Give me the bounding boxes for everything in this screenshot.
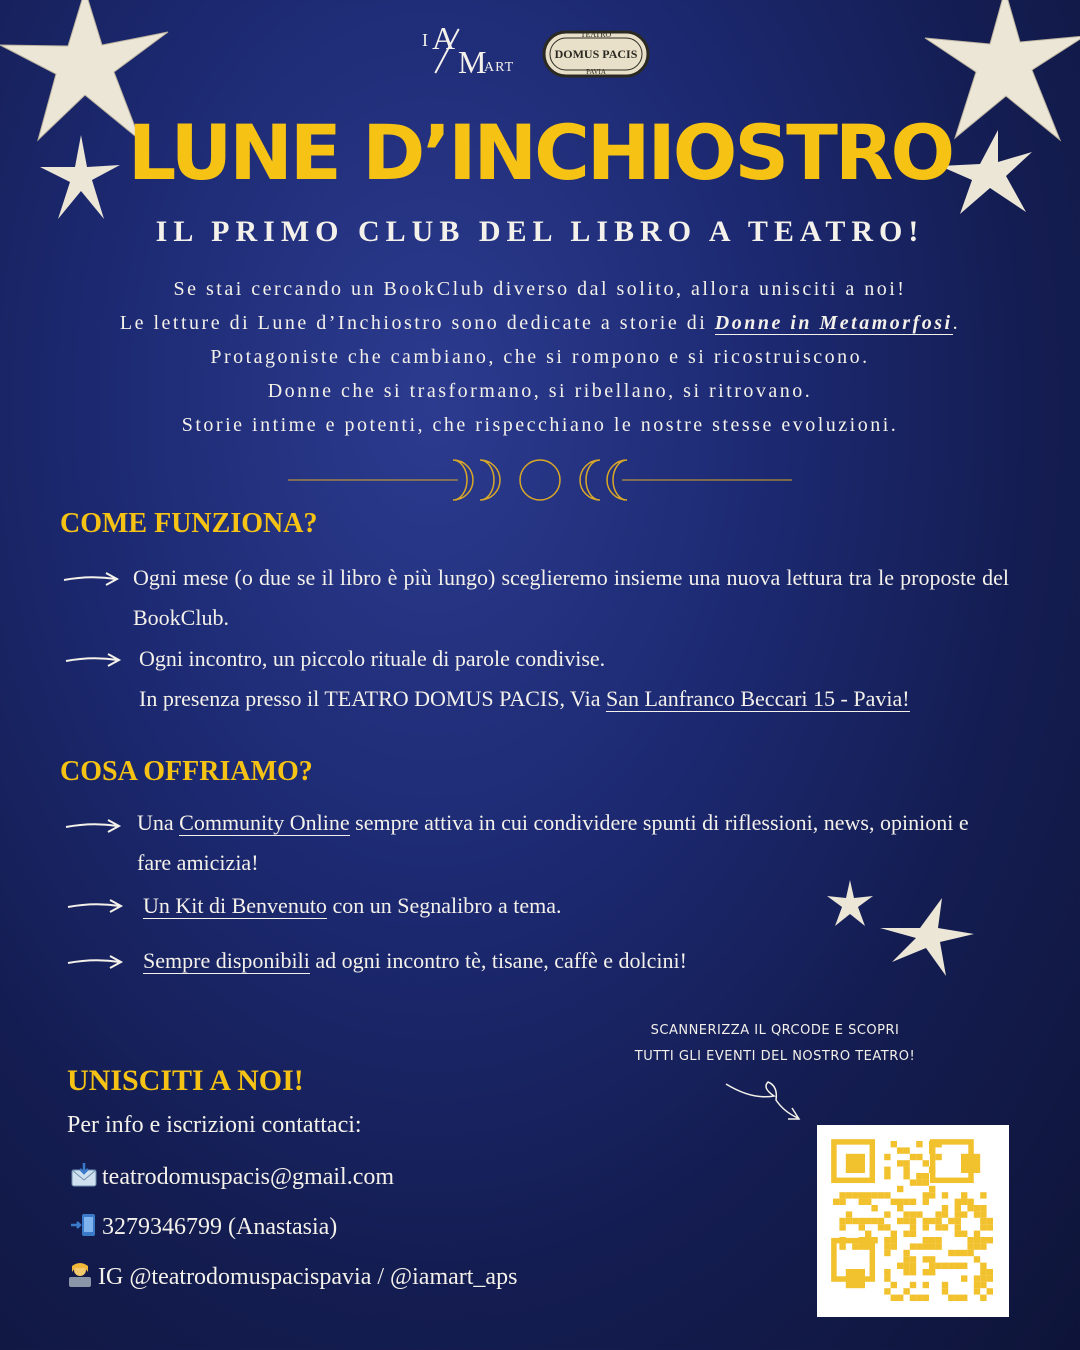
intro-text: Se stai cercando un BookClub diverso dal solito, allora unisciti a noi! Le letture di Lune d’Inchiostro sono dedicate a storie di Donne in Metamorfosi. Protagoniste che cambiano, che si rompono e si ricostruiscono. Donne che si trasformano, si ribellano, si ritrovano. Storie intime e potenti, che rispecchiano le nostre stesse evoluzioni. <box>119 278 961 436</box>
list-item: Sempre disponibili ad ogni incontro tè, tisane, caffè e dolcini! <box>143 948 687 973</box>
arrow-icon <box>62 571 120 587</box>
section-title-come-funziona: COME FUNZIONA? <box>60 508 318 539</box>
arrow-icon <box>66 898 124 914</box>
moon-divider <box>288 455 792 505</box>
list-item: Una Community Online sempre attiva in cui condividere spunti di riflessioni, news, opinioni e fare amicizia! <box>137 810 969 875</box>
svg-text:DOMUS PACIS: DOMUS PACIS <box>554 47 638 61</box>
svg-text:TEATRO: TEATRO <box>580 30 612 39</box>
qr-note: SCANNERIZZA IL QRCODE E SCOPRI TUTTI GLI EVENTI DEL NOSTRO TEATRO! <box>634 1023 916 1064</box>
contact-email[interactable]: teatrodomuspacis@gmail.com <box>70 1162 394 1191</box>
section-title-unisciti: UNISCITI A NOI! <box>67 1064 304 1097</box>
contact-phone[interactable]: 3279346799 (Anastasia) <box>70 1212 337 1241</box>
star-icon <box>880 898 975 978</box>
highlight-text: Donne in Metamorfosi <box>714 312 953 334</box>
section-title-cosa-offriamo: COSA OFFRIAMO? <box>60 756 313 787</box>
contact-info-label: Per info e iscrizioni contattaci: <box>67 1112 362 1138</box>
qr-code[interactable] <box>817 1125 1009 1317</box>
list-item: Ogni mese (o due se il libro è più lungo) sceglieremo insieme una nuova lettura tra le proposte del BookClub. <box>133 565 1009 630</box>
iamart-logo: I A M ART <box>422 20 515 80</box>
domus-pacis-logo <box>540 22 652 86</box>
page-title: LUNE D’INCHIOSTRO <box>127 108 953 197</box>
person-laptop-icon <box>66 1262 94 1288</box>
svg-text:PAVIA: PAVIA <box>586 68 606 76</box>
arrow-icon <box>66 954 124 970</box>
phone-icon <box>70 1212 98 1238</box>
curved-arrow-icon <box>722 1074 806 1124</box>
list-item: Un Kit di Benvenuto con un Segnalibro a tema. <box>143 893 562 918</box>
arrow-icon <box>64 652 122 668</box>
arrow-icon <box>64 818 122 834</box>
page-subtitle: IL PRIMO CLUB DEL LIBRO A TEATRO! <box>155 215 925 248</box>
list-item: Ogni incontro, un piccolo rituale di parole condivise. In presenza presso il TEATRO DOMUS PACIS, Via San Lanfranco Beccari 15 - Pavia! <box>139 646 910 711</box>
contact-social[interactable]: IG @teatrodomuspacispavia / @iamart_aps <box>66 1262 517 1291</box>
envelope-icon <box>70 1162 98 1188</box>
